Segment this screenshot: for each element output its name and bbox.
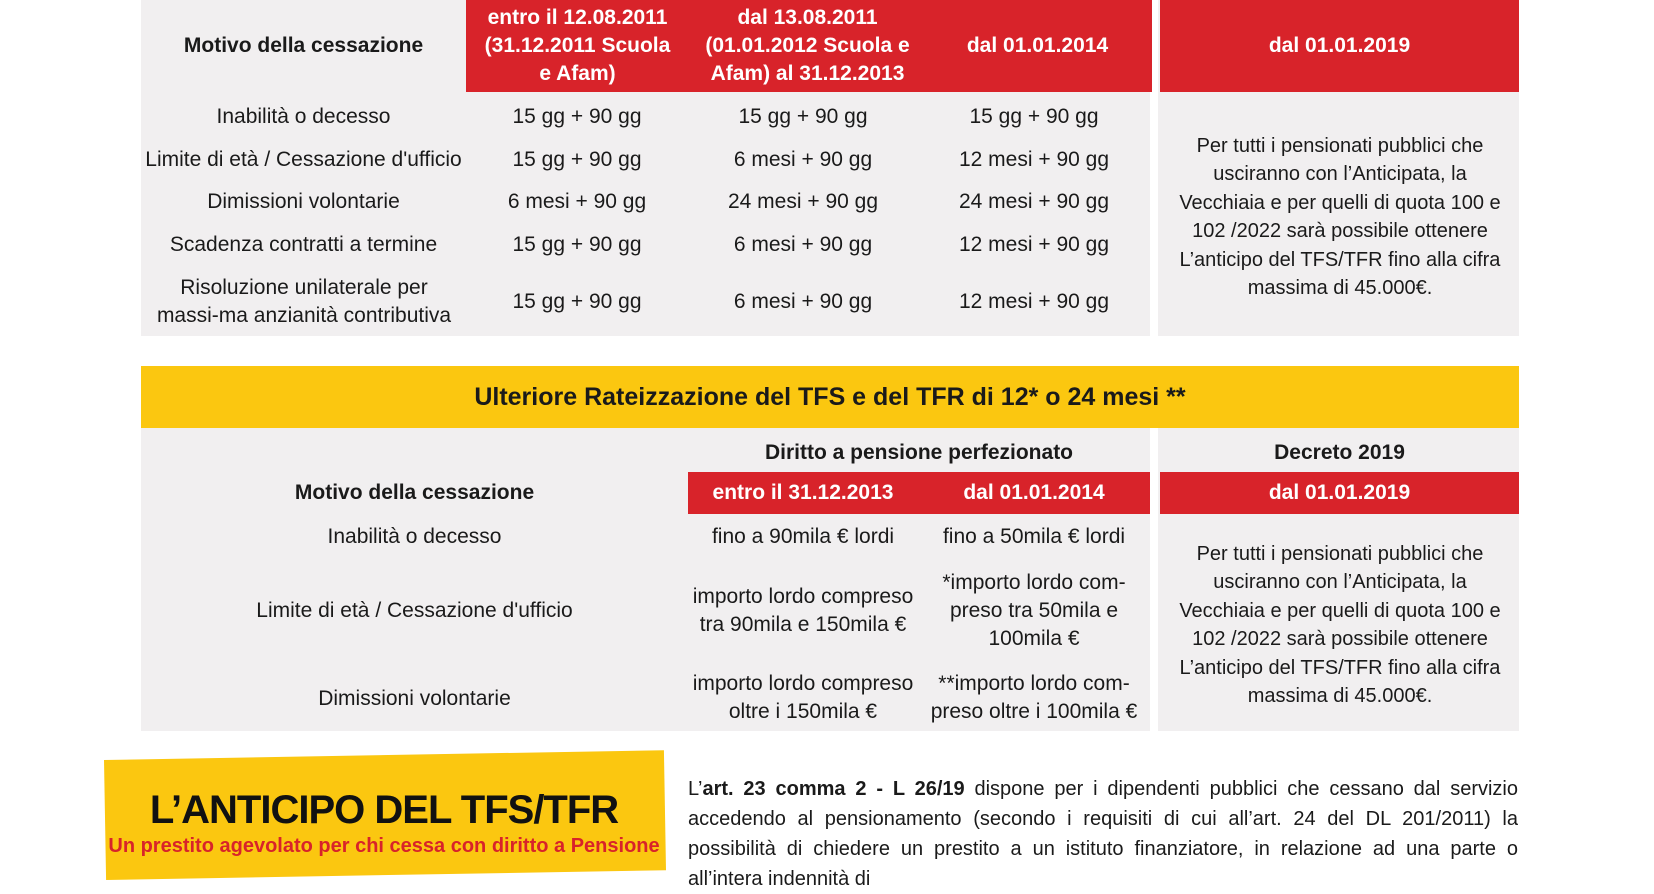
header-motivo-table-2: Motivo della cessazione: [294, 481, 535, 504]
table-2-separator: [1150, 428, 1158, 731]
header-dal-01-01-2019-label: dal 01.01.2019: [1268, 481, 1411, 504]
table-1-row-value: 15 gg + 90 gg: [512, 105, 642, 128]
table-2-row-motivo: Dimissioni volontarie: [318, 687, 511, 710]
table-1-row-motivo: Inabilità o decesso: [216, 105, 391, 128]
header-dal-01-01-2019: dal 01.01.2019: [1268, 34, 1411, 57]
table-2-note: Per tutti i pensionati pubblici che usciranno con l’Anticipata, la Vecchiaia e per quelli di quota 100 e 102 /2022 sarà possibile ottenere L’anticipo del TFS/TFR fino alla cifra massima di 45.000€.: [1179, 542, 1501, 707]
table-1-row-value: 15 gg + 90 gg: [512, 290, 642, 313]
table-1-row-value: 12 mesi + 90 gg: [958, 148, 1109, 171]
table-1-row-motivo: Risoluzione unilaterale per massi-ma anzianità contributiva: [156, 276, 452, 327]
table-1-row-value: 24 mesi + 90 gg: [958, 190, 1109, 213]
table-2-row-motivo: Limite di età / Cessazione d'ufficio: [256, 599, 573, 622]
table-1-row-value: 6 mesi + 90 gg: [733, 290, 873, 313]
table-1-row-value: 15 gg + 90 gg: [738, 105, 868, 128]
article-paragraph: [688, 774, 1518, 894]
article-text: [688, 774, 1518, 894]
table-1-row-value: 12 mesi + 90 gg: [958, 233, 1109, 256]
table-2-row-value: fino a 50mila € lordi: [942, 525, 1126, 548]
badge-subtitle: Un prestito agevolato per chi cessa con diritto a Pensione: [108, 835, 660, 857]
rateizzazione-banner: [141, 366, 1519, 428]
header-dal-13-08-2011: dal 13.08.2011 (01.01.2012 Scuola e Afam) al 31.12.2013: [705, 6, 910, 85]
table-2-row-value: fino a 90mila € lordi: [711, 525, 895, 548]
table-1-row-value: 15 gg + 90 gg: [512, 148, 642, 171]
article-prefix: L’: [688, 778, 703, 800]
badge-title: L’ANTICIPO DEL TFS/TFR: [149, 788, 619, 832]
table-1-row-motivo: Scadenza contratti a termine: [169, 233, 438, 256]
article-reference: art. 23 comma 2 - L 26/19: [702, 778, 965, 800]
header-decreto-2019: Decreto 2019: [1274, 441, 1405, 464]
table-2-row-value: *importo lordo com-preso tra 50mila e 100mila €: [942, 571, 1126, 650]
table-2-row-motivo: Inabilità o decesso: [327, 525, 502, 548]
table-1-row-motivo: Limite di età / Cessazione d'ufficio: [145, 148, 462, 171]
table-2-row-value: importo lordo compreso oltre i 150mila €: [692, 672, 914, 723]
table-2-row-value: importo lordo compreso tra 90mila e 150mila €: [692, 585, 914, 636]
table-1-row-value: 6 mesi + 90 gg: [733, 233, 873, 256]
article-body: dispone per i dipendenti pubblici che cessano dal servizio accedendo al pensionamento (secondo i requisiti di cui all’art. 24 del DL 201/2011) la possibilità di chiedere un prestito a un istituto finanziatore, in relazione ad una parte o all’intera indennità di: [688, 778, 1519, 890]
header-motivo: Motivo della cessazione: [183, 34, 424, 57]
rateizzazione-banner-text: Ulteriore Rateizzazione del TFS e del TFR di 12* o 24 mesi **: [474, 382, 1186, 411]
table-1-note: Per tutti i pensionati pubblici che usciranno con l’Anticipata, la Vecchiaia e per quelli di quota 100 e 102 /2022 sarà possibile ottenere L’anticipo del TFS/TFR fino alla cifra massima di 45.000€.: [1179, 134, 1501, 299]
header-dal-01-01-2014-label: dal 01.01.2014: [963, 481, 1105, 504]
group-header-diritto: Diritto a pensione perfezionato: [764, 441, 1074, 464]
table-1-row-value: 24 mesi + 90 gg: [727, 190, 878, 213]
table-1-row-value: 15 gg + 90 gg: [969, 105, 1099, 128]
header-entro-12-08-2011: entro il 12.08.2011 (31.12.2011 Scuola e Afam): [484, 6, 671, 85]
table-1-row-value: 15 gg + 90 gg: [512, 233, 642, 256]
table-2-row-value: **importo lordo com-preso oltre i 100mila €: [930, 672, 1138, 723]
table-1-row-value: 6 mesi + 90 gg: [733, 148, 873, 171]
table-1-row-motivo: Dimissioni volontarie: [207, 190, 400, 213]
header-dal-01-01-2014: dal 01.01.2014: [966, 34, 1109, 57]
table-1-row-value: 12 mesi + 90 gg: [958, 290, 1109, 313]
table-1-row-value: 6 mesi + 90 gg: [507, 190, 647, 213]
header-entro-31-12-2013-label: entro il 31.12.2013: [712, 481, 894, 504]
